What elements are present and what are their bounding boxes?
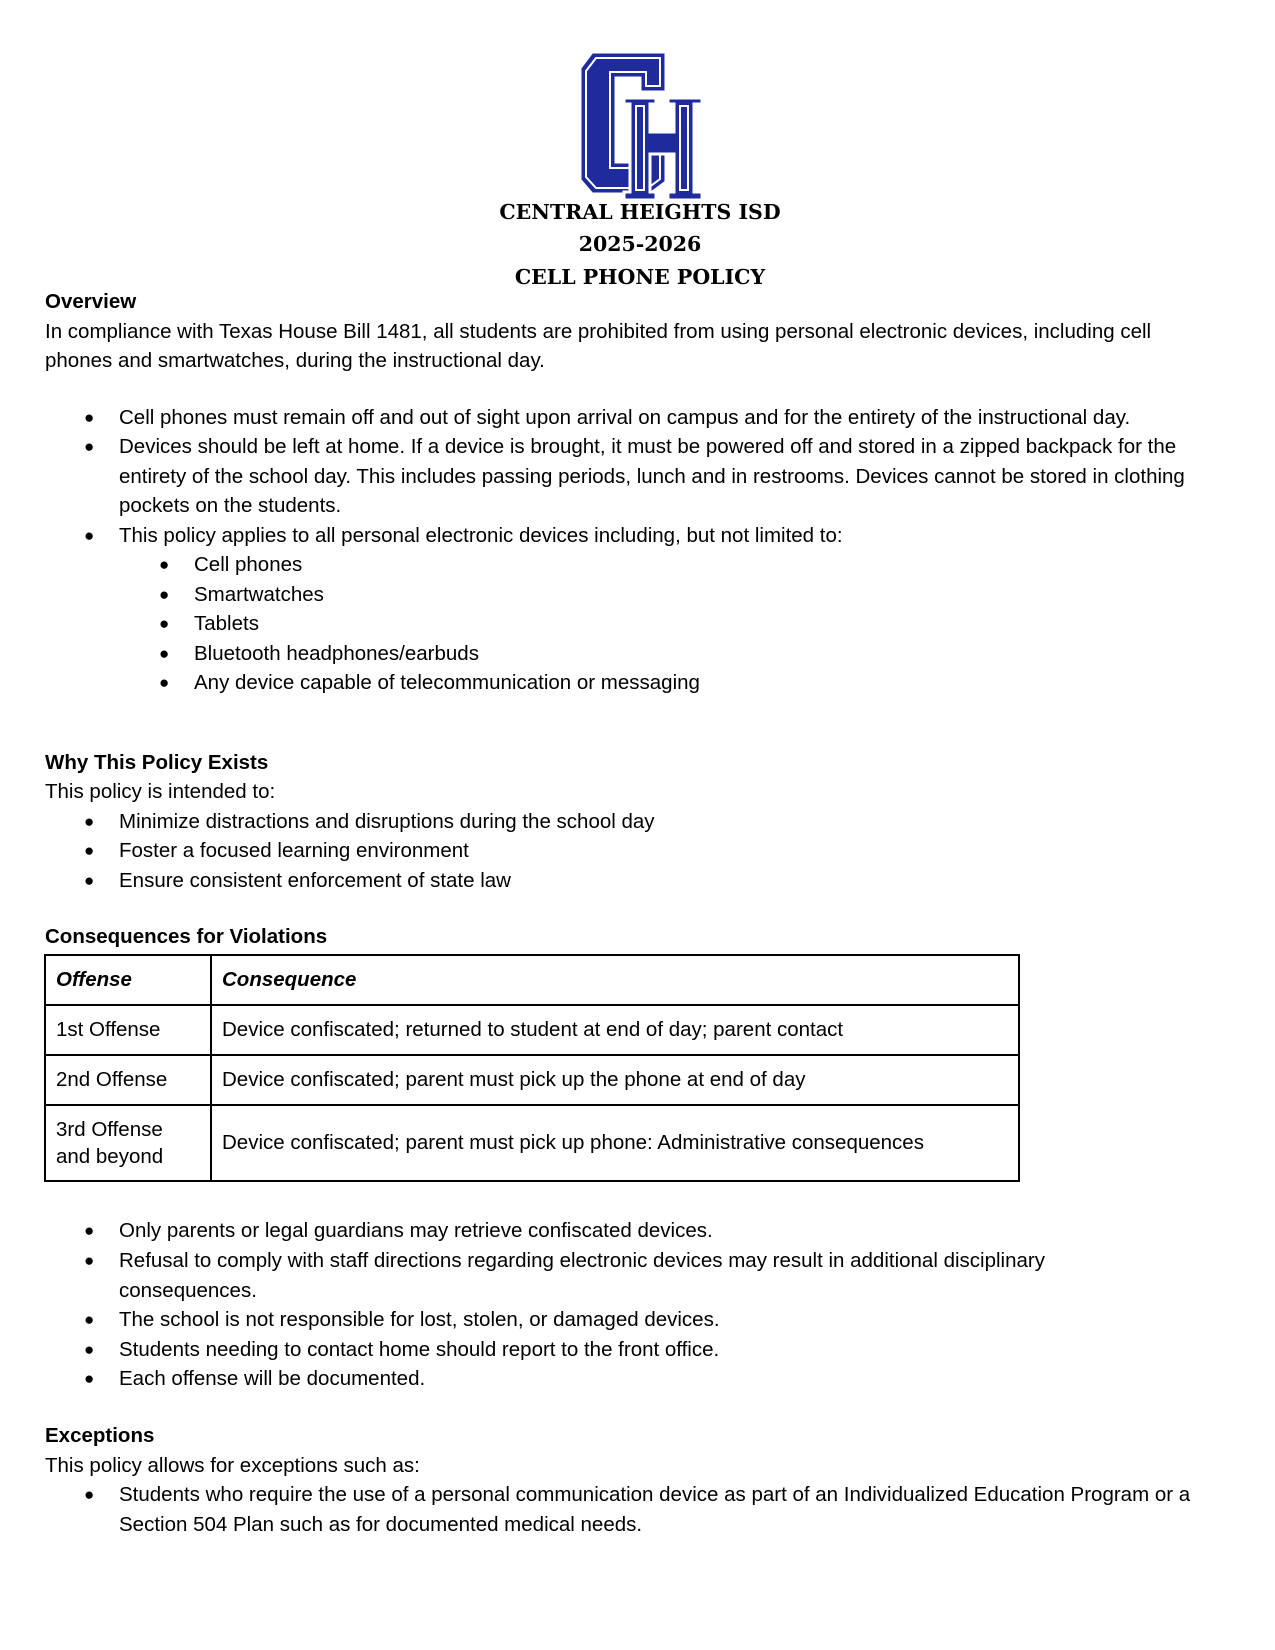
list-item xyxy=(84,1335,720,1365)
consequences-table xyxy=(44,954,1020,1182)
list-item-text: Minimize distractions and disruptions during the school day xyxy=(119,810,655,833)
list-item-text: Cell phones must remain off and out of sight upon arrival on campus and for the entirety of the instructional day. xyxy=(119,406,1131,429)
list-item-text: Refusal to comply with staff directions regarding electronic devices may result in additional disciplinary consequences. xyxy=(119,1249,1045,1302)
consequence-cell: Device confiscated; returned to student at end of day; parent contact xyxy=(211,1005,1019,1055)
bullet-icon: ● xyxy=(159,555,170,574)
list-item-text: Devices should be left at home. If a device is brought, it must be powered off and stored in a zipped backpack for the entirety of the school day. This includes passing periods, lunch and in restrooms. Devices cannot be stored in clothing pockets on the students. xyxy=(119,435,1185,517)
list-item-text: Tablets xyxy=(194,612,259,635)
consequences-heading: Consequences for Violations xyxy=(45,925,328,948)
bullet-icon: ● xyxy=(84,812,95,831)
consequence-cell: Device confiscated; parent must pick up phone: Administrative consequences xyxy=(211,1105,1019,1181)
list-item xyxy=(84,1216,713,1246)
list-item-text: Students who require the use of a personal communication device as part of an Individualized Education Program or a Section 504 Plan such as for documented medical needs. xyxy=(119,1483,1191,1536)
bullet-icon: ● xyxy=(84,1251,95,1270)
sub-list-item xyxy=(159,550,303,580)
overview-heading: Overview xyxy=(45,290,137,313)
bullet-icon: ● xyxy=(84,1340,95,1359)
sub-list-item xyxy=(159,580,324,610)
bullet-icon: ● xyxy=(84,526,95,545)
list-item xyxy=(84,1305,720,1335)
overview-text-line-2: phones and smartwatches, during the instructional day. xyxy=(45,349,545,372)
bullet-icon: ● xyxy=(84,1221,95,1240)
list-item xyxy=(84,1480,1219,1539)
table-row xyxy=(45,1055,1019,1105)
bullet-icon: ● xyxy=(159,673,170,692)
sub-list-item xyxy=(159,639,479,669)
list-item-text: Bluetooth headphones/earbuds xyxy=(194,642,479,665)
list-item xyxy=(84,807,655,837)
column-header-consequence: Consequence xyxy=(211,955,1019,1005)
list-item-text: Ensure consistent enforcement of state law xyxy=(119,869,511,892)
bullet-icon: ● xyxy=(84,1485,95,1504)
ch-logo xyxy=(570,44,710,204)
table-row xyxy=(45,1005,1019,1055)
list-item-text: Each offense will be documented. xyxy=(119,1367,426,1390)
school-year: 2025-2026 xyxy=(578,232,702,256)
list-item xyxy=(84,836,469,866)
consequence-cell: Device confiscated; parent must pick up the phone at end of day xyxy=(211,1055,1019,1105)
bullet-icon: ● xyxy=(84,1369,95,1388)
overview-text-line-1: In compliance with Texas House Bill 1481, all students are prohibited from using personal electronic devices, including cell xyxy=(45,320,1152,343)
offense-cell: 1st Offense xyxy=(45,1005,211,1055)
list-item-text: This policy applies to all personal electronic devices including, but not limited to: xyxy=(119,524,843,547)
offense-cell: 2nd Offense xyxy=(45,1055,211,1105)
list-item-text: Foster a focused learning environment xyxy=(119,839,469,862)
bullet-icon: ● xyxy=(84,841,95,860)
list-item xyxy=(84,1364,426,1394)
why-heading: Why This Policy Exists xyxy=(45,751,269,774)
list-item-text: The school is not responsible for lost, stolen, or damaged devices. xyxy=(119,1308,720,1331)
list-item xyxy=(84,1246,1119,1305)
exceptions-intro: This policy allows for exceptions such as: xyxy=(45,1454,420,1477)
list-item-text: Cell phones xyxy=(194,553,303,576)
why-intro: This policy is intended to: xyxy=(45,780,276,803)
policy-title: CELL PHONE POLICY xyxy=(514,265,766,289)
column-header-offense: Offense xyxy=(45,955,211,1005)
bullet-icon: ● xyxy=(84,871,95,890)
exceptions-heading: Exceptions xyxy=(45,1424,155,1447)
district-name: CENTRAL HEIGHTS ISD xyxy=(499,200,781,224)
list-item xyxy=(84,432,1209,521)
list-item-text: Any device capable of telecommunication or messaging xyxy=(194,671,700,694)
bullet-icon: ● xyxy=(84,1310,95,1329)
sub-list-item xyxy=(159,668,700,698)
list-item xyxy=(84,866,511,896)
list-item xyxy=(84,403,1235,433)
bullet-icon: ● xyxy=(159,585,170,604)
bullet-icon: ● xyxy=(159,644,170,663)
table-row xyxy=(45,1105,1019,1181)
bullet-icon: ● xyxy=(159,614,170,633)
list-item-text: Smartwatches xyxy=(194,583,324,606)
list-item-text: Only parents or legal guardians may retrieve confiscated devices. xyxy=(119,1219,713,1242)
table-header-row xyxy=(45,955,1019,1005)
list-item xyxy=(84,521,1235,551)
offense-cell: 3rd Offense and beyond xyxy=(45,1105,211,1181)
bullet-icon: ● xyxy=(84,408,95,427)
list-item-text: Students needing to contact home should report to the front office. xyxy=(119,1338,720,1361)
bullet-icon: ● xyxy=(84,437,95,456)
sub-list-item xyxy=(159,609,259,639)
